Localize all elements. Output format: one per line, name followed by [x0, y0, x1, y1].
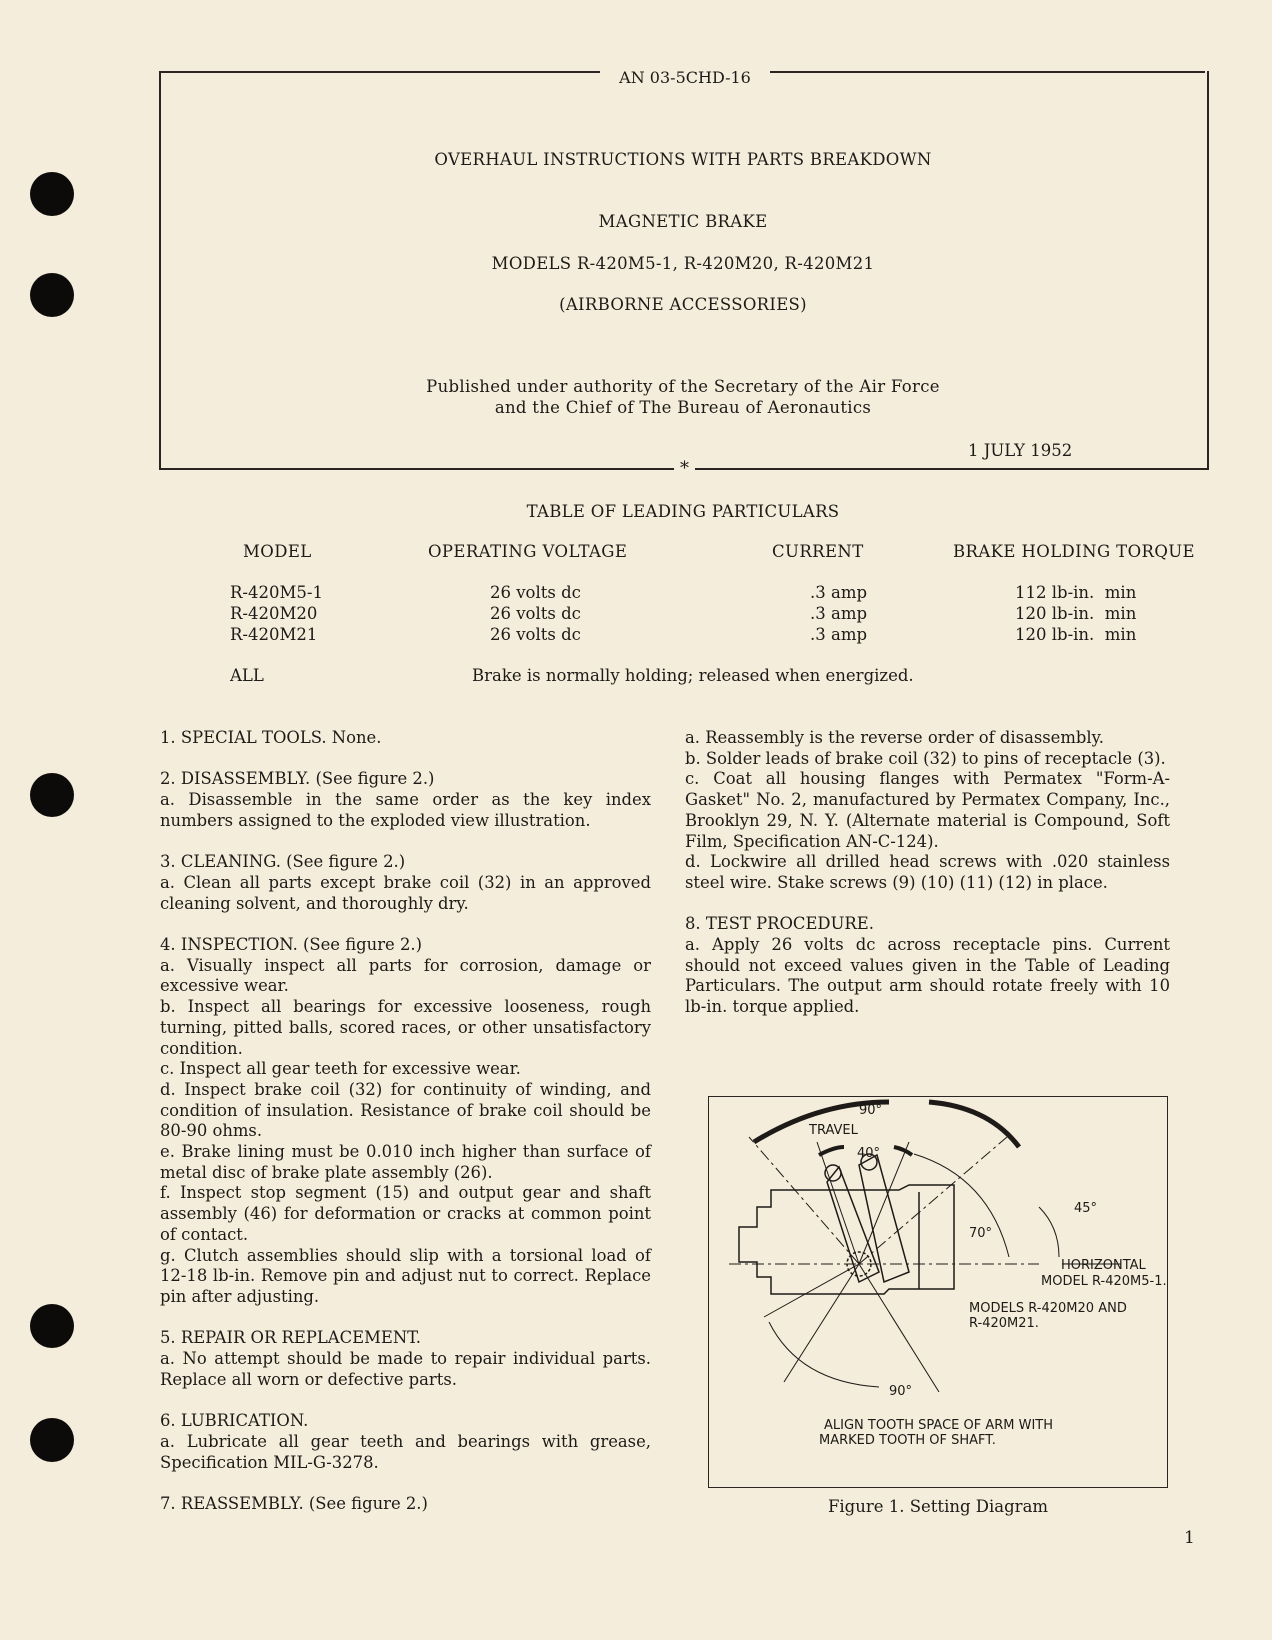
publication-date: 1 JULY 1952	[968, 441, 1073, 460]
model-r420m5-1-label: MODEL R-420M5-1.	[1041, 1274, 1167, 1289]
table-cell-model: R-420M5-1	[230, 583, 323, 602]
align-note-line-1: ALIGN TOOTH SPACE OF ARM WITH	[824, 1418, 1054, 1433]
page-number: 1	[1184, 1528, 1195, 1548]
paragraph: g. Clutch assemblies should slip with a torsional load of 12-18 lb-in. Remove pin and adjust nut to correct. Replace pin after adjusting.	[160, 1245, 651, 1306]
paragraph: b. Inspect all bearings for excessive looseness, rough turning, pitted balls, scored races, or other unsatisfactory condition.	[160, 997, 651, 1058]
table-cell-current: .3 amp	[810, 583, 868, 602]
table-cell-torque: 112 lb-in. min	[1015, 583, 1137, 602]
table-cell-voltage: 26 volts dc	[490, 604, 581, 623]
angle-90-label: 90°	[889, 1384, 913, 1399]
table-all-label: ALL	[230, 666, 264, 685]
models-line: MODELS R-420M5-1, R-420M20, R-420M21	[491, 254, 875, 273]
table-cell-model: R-420M20	[230, 604, 318, 623]
horizontal-label: HORIZONTAL	[1061, 1258, 1146, 1273]
paragraph: a. Reassembly is the reverse order of disassembly.	[685, 728, 1104, 747]
paragraph: d. Inspect brake coil (32) for continuity of winding, and condition of insulation. Resistance of brake coil should be 80-90 ohms.	[160, 1079, 651, 1141]
table-all-note: Brake is normally holding; released when energized.	[472, 666, 914, 685]
setting-diagram	[708, 1096, 1168, 1488]
align-note-line-2: MARKED TOOTH OF SHAFT.	[819, 1433, 996, 1448]
travel-90-label: 90°	[859, 1103, 883, 1118]
models-r420m20-label: MODELS R-420M20 AND	[969, 1301, 1127, 1316]
authority-line-1: Published under authority of the Secretary of the Air Force	[426, 377, 940, 396]
setting-diagram-drawing	[709, 1097, 1167, 1487]
manufacturer-line: (AIRBORNE ACCESSORIES)	[559, 295, 807, 314]
column-header-torque: BRAKE HOLDING TORQUE	[953, 542, 1195, 561]
subject-title: MAGNETIC BRAKE	[598, 212, 768, 231]
section-heading: 4. INSPECTION. (See figure 2.)	[160, 934, 422, 954]
column-header-voltage: OPERATING VOLTAGE	[428, 542, 628, 561]
section-heading: 7. REASSEMBLY. (See figure 2.)	[160, 1493, 428, 1513]
section-heading: 8. TEST PROCEDURE.	[685, 914, 874, 934]
binder-hole	[30, 172, 74, 216]
section-heading: 1. SPECIAL TOOLS. None.	[160, 728, 382, 747]
travel-label: TRAVEL	[809, 1123, 858, 1138]
angle-70-label: 70°	[969, 1226, 993, 1241]
table-title: TABLE OF LEADING PARTICULARS	[526, 502, 840, 521]
binder-hole	[30, 773, 74, 817]
right-column	[685, 728, 1170, 1018]
section-heading: 2. DISASSEMBLY. (See figure 2.)	[160, 769, 435, 789]
paragraph: a. No attempt should be made to repair individual parts. Replace all worn or defective parts.	[160, 1349, 651, 1389]
table-cell-current: .3 amp	[810, 604, 868, 623]
section-heading: 5. REPAIR OR REPLACEMENT.	[160, 1328, 421, 1348]
paragraph: b. Solder leads of brake coil (32) to pins of receptacle (3).	[685, 748, 1166, 768]
paragraph: a. Clean all parts except brake coil (32) in an approved cleaning solvent, and thoroughly dry.	[160, 872, 651, 913]
paragraph: d. Lockwire all drilled head screws with .020 stainless steel wire. Stake screws (9) (10) (11) (12) in place.	[685, 852, 1170, 892]
document-number: AN 03-5CHD-16	[600, 68, 770, 87]
paragraph: c. Inspect all gear teeth for excessive wear.	[160, 1059, 521, 1079]
column-header-model: MODEL	[243, 542, 312, 561]
table-cell-current: .3 amp	[810, 625, 868, 644]
travel-40-label: 40°	[857, 1146, 881, 1161]
paragraph: c. Coat all housing flanges with Permatex "Form-A-Gasket" No. 2, manufactured by Permatex Company, Inc., Brooklyn 29, N. Y. (Alternate material is Compound, Soft Film, Specification AN-C-124).	[685, 769, 1170, 851]
paragraph: a. Apply 26 volts dc across receptacle pins. Current should not exceed values given in the Table of Leading Particulars. The output arm should rotate freely with 10 lb-in. torque applied.	[685, 935, 1170, 1017]
table-cell-voltage: 26 volts dc	[490, 583, 581, 602]
travel-arc	[929, 1102, 1019, 1147]
binder-hole	[30, 1418, 74, 1462]
table-cell-torque: 120 lb-in. min	[1015, 604, 1137, 623]
paragraph: a. Lubricate all gear teeth and bearings with grease, Specification MIL-G-3278.	[160, 1431, 651, 1472]
binder-hole	[30, 273, 74, 317]
output-arm-outline	[859, 1155, 909, 1282]
table-cell-torque: 120 lb-in. min	[1015, 625, 1137, 644]
table-cell-model: R-420M21	[230, 625, 318, 644]
left-column	[160, 728, 651, 1515]
section-heading: 6. LUBRICATION.	[160, 1411, 309, 1431]
figure-caption: Figure 1. Setting Diagram	[827, 1497, 1049, 1516]
angle-45-label: 45°	[1074, 1201, 1098, 1216]
column-header-current: CURRENT	[772, 542, 864, 561]
document-title: OVERHAUL INSTRUCTIONS WITH PARTS BREAKDOWN	[434, 150, 932, 169]
paragraph: e. Brake lining must be 0.010 inch higher than surface of metal disc of brake plate assembly (26).	[160, 1142, 651, 1182]
authority-line-2: and the Chief of The Bureau of Aeronautics	[494, 398, 872, 417]
paragraph: a. Disassemble in the same order as the key index numbers assigned to the exploded view illustration.	[160, 790, 651, 830]
paragraph: a. Visually inspect all parts for corrosion, damage or excessive wear.	[160, 955, 651, 996]
section-heading: 3. CLEANING. (See figure 2.)	[160, 852, 406, 872]
binder-hole	[30, 1304, 74, 1348]
paragraph: f. Inspect stop segment (15) and output gear and shaft assembly (46) for deformation or cracks at common point of contact.	[160, 1183, 651, 1244]
table-cell-voltage: 26 volts dc	[490, 625, 581, 644]
models-r420m21-label: R-420M21.	[969, 1316, 1039, 1331]
star-mark: *	[674, 458, 695, 479]
brake-housing	[739, 1185, 954, 1294]
